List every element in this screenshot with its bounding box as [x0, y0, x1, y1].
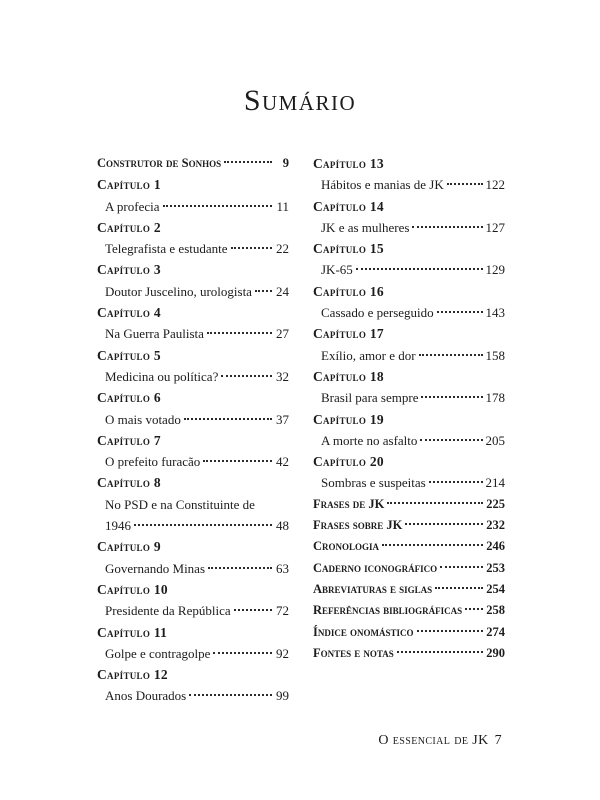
toc-chapter-heading: Capítulo 5: [97, 347, 161, 363]
toc-entry: [97, 238, 289, 259]
dot-leader: [163, 205, 272, 207]
toc-page-number: 127: [485, 219, 505, 235]
toc-page-number: 129: [485, 262, 505, 278]
footer-page-number: 7: [494, 733, 502, 748]
toc-entry: [97, 451, 289, 472]
dot-leader: [203, 460, 272, 462]
toc-entry: [97, 515, 289, 536]
toc-section-entry: [313, 558, 505, 579]
toc-page-number: 24: [276, 283, 289, 299]
toc-page-number: 9: [282, 156, 289, 170]
toc-entry-title: O mais votado: [105, 411, 181, 427]
toc-entry-title: Índice onomástico: [313, 624, 414, 639]
toc-entry-title: Construtor de Sonhos: [97, 156, 222, 170]
toc-column-right: [313, 153, 505, 664]
toc-chapter-heading: Capítulo 12: [97, 667, 168, 683]
toc-chapter-heading: Capítulo 18: [313, 368, 384, 384]
toc-page-number: 48: [276, 518, 289, 534]
toc-entry-title: Governando Minas: [105, 560, 206, 576]
toc-chapter-heading: Capítulo 1: [97, 177, 161, 193]
dot-leader: [447, 183, 483, 185]
toc-entry: [97, 281, 289, 302]
toc-chapter-heading: Capítulo 10: [97, 581, 168, 597]
toc-section-entry: [97, 153, 289, 174]
dot-leader: [419, 354, 483, 356]
toc-page-number: 178: [485, 390, 505, 406]
toc-section-entry: [313, 579, 505, 600]
toc-page-number: 72: [276, 603, 289, 619]
dot-leader: [440, 566, 483, 568]
toc-entry-title: Frases de JK: [313, 496, 385, 511]
toc-chapter-heading: Capítulo 17: [313, 326, 384, 342]
toc-chapter-heading: Capítulo 7: [97, 432, 161, 448]
toc-page-number: 99: [276, 688, 289, 704]
toc-entry-title: Medicina ou política?: [105, 368, 219, 384]
toc-section-entry: [313, 622, 505, 643]
toc-page-number: 214: [485, 475, 505, 491]
toc-entry-title: O prefeito furacão: [105, 454, 201, 470]
dot-leader: [412, 226, 482, 228]
toc-chapter-heading: Capítulo 19: [313, 411, 384, 427]
dot-leader: [255, 290, 272, 292]
toc-entry: [313, 302, 505, 323]
toc-entry: [313, 472, 505, 493]
toc-page-number: 253: [486, 560, 505, 575]
toc-page-number: 254: [486, 581, 505, 596]
toc-entry-title: Fontes e notas: [313, 645, 394, 660]
toc-page-number: 27: [276, 326, 289, 342]
toc-entry-title: Cassado e perseguido: [321, 305, 434, 321]
toc-page-number: 32: [276, 368, 289, 384]
toc-entry: [97, 196, 289, 217]
toc-entry: [97, 643, 289, 664]
toc-entry-title: Hábitos e manias de JK: [321, 177, 444, 193]
toc-page-number: 122: [485, 177, 505, 193]
toc-page-number: 11: [276, 198, 289, 214]
dot-leader: [207, 332, 272, 334]
dot-leader: [387, 502, 483, 504]
toc-page-number: 225: [486, 496, 505, 511]
toc-page-number: 205: [485, 432, 505, 448]
dot-leader: [429, 481, 483, 483]
dot-leader: [420, 439, 482, 441]
toc-entry: [97, 366, 289, 387]
toc-entry: [97, 600, 289, 621]
toc-entry-title: Abreviaturas e siglas: [313, 581, 433, 596]
toc-entry: [313, 174, 505, 195]
toc-chapter-heading: Capítulo 13: [313, 156, 384, 171]
toc-entry-title: Caderno iconográfico: [313, 560, 438, 575]
toc-page-number: 42: [276, 454, 289, 470]
toc-page-number: 274: [486, 624, 505, 639]
toc-chapter-heading: Capítulo 20: [313, 454, 384, 470]
toc-section-entry: [313, 643, 505, 664]
toc-page-number: 92: [276, 645, 289, 661]
dot-leader: [437, 311, 483, 313]
dot-leader: [405, 523, 483, 525]
toc-entry: [97, 323, 289, 344]
dot-leader: [356, 268, 483, 270]
toc-page-number: 232: [486, 518, 505, 533]
toc-column-left: [97, 153, 289, 707]
toc-entry-title: Anos Dourados: [105, 688, 187, 704]
toc-entry: [313, 430, 505, 451]
dot-leader: [224, 161, 272, 163]
dot-leader: [213, 652, 272, 654]
footer-book-title: O essencial de JK: [378, 733, 489, 748]
toc-page-number: 63: [276, 560, 289, 576]
toc-page-number: 143: [485, 305, 505, 321]
dot-leader: [221, 375, 272, 377]
toc-chapter-heading: Capítulo 3: [97, 262, 161, 278]
toc-entry-title: Brasil para sempre: [321, 390, 419, 406]
toc-entry-title: A profecia: [105, 198, 160, 214]
toc-chapter-heading: Capítulo 14: [313, 198, 384, 214]
dot-leader: [231, 247, 272, 249]
toc-entry-title: Telegrafista e estudante: [105, 241, 228, 257]
toc-entry-title: Na Guerra Paulista: [105, 326, 204, 342]
dot-leader: [189, 694, 272, 696]
toc-section-entry: [313, 515, 505, 536]
toc-page-number: 246: [486, 539, 505, 554]
toc-entry-title: Doutor Juscelino, urologista: [105, 283, 252, 299]
toc-entry-title: Frases sobre JK: [313, 518, 403, 533]
toc-entry: [313, 217, 505, 238]
dot-leader: [435, 587, 483, 589]
running-footer: [378, 733, 502, 749]
toc-entry-title: Referências bibliográficas: [313, 603, 463, 618]
toc-entry-title: Sombras e suspeitas: [321, 475, 426, 491]
toc-chapter-heading: Capítulo 8: [97, 475, 161, 491]
toc-entry: [313, 345, 505, 366]
toc-page-number: 290: [486, 645, 505, 660]
toc-page-number: 158: [485, 347, 505, 363]
dot-leader: [382, 544, 483, 546]
dot-leader: [134, 524, 272, 526]
dot-leader: [421, 396, 482, 398]
toc-chapter-heading: Capítulo 11: [97, 624, 168, 640]
toc-page-number: 258: [486, 603, 505, 618]
toc-entry: [97, 685, 289, 706]
toc-entry: [97, 558, 289, 579]
toc-chapter-heading: Capítulo 15: [313, 241, 384, 257]
dot-leader: [184, 418, 272, 420]
toc-entry: [97, 409, 289, 430]
toc-chapter-heading: Capítulo 4: [97, 305, 161, 321]
toc-chapter-heading: Capítulo 9: [97, 539, 161, 555]
toc-entry-title: Presidente da República: [105, 603, 231, 619]
toc-entry-title: 1946: [105, 518, 131, 534]
toc-entry-title: A morte no asfalto: [321, 432, 418, 448]
toc-page-number: 22: [276, 241, 289, 257]
toc-section-entry: [313, 494, 505, 515]
dot-leader: [208, 567, 272, 569]
toc-entry: [313, 259, 505, 280]
toc-chapter-heading: Capítulo 6: [97, 390, 161, 406]
toc-section-entry: [313, 600, 505, 621]
toc-entry-title: JK-65: [321, 262, 353, 278]
dot-leader: [397, 651, 484, 653]
toc-entry-title: Exílio, amor e dor: [321, 347, 416, 363]
dot-leader: [465, 608, 483, 610]
toc-entry: [97, 494, 289, 515]
toc-entry: [313, 387, 505, 408]
toc-entry-title: No PSD e na Constituinte de: [105, 496, 255, 512]
page-title: Sumário: [243, 84, 357, 117]
dot-leader: [234, 609, 272, 611]
toc-chapter-heading: Capítulo 16: [313, 283, 384, 299]
toc-entry-title: Cronologia: [313, 539, 380, 554]
toc-section-entry: [313, 536, 505, 557]
dot-leader: [417, 630, 484, 632]
toc-entry-title: Golpe e contragolpe: [105, 645, 211, 661]
toc-chapter-heading: Capítulo 2: [97, 219, 161, 235]
toc-page-number: 37: [276, 411, 289, 427]
toc-entry-title: JK e as mulheres: [321, 219, 410, 235]
